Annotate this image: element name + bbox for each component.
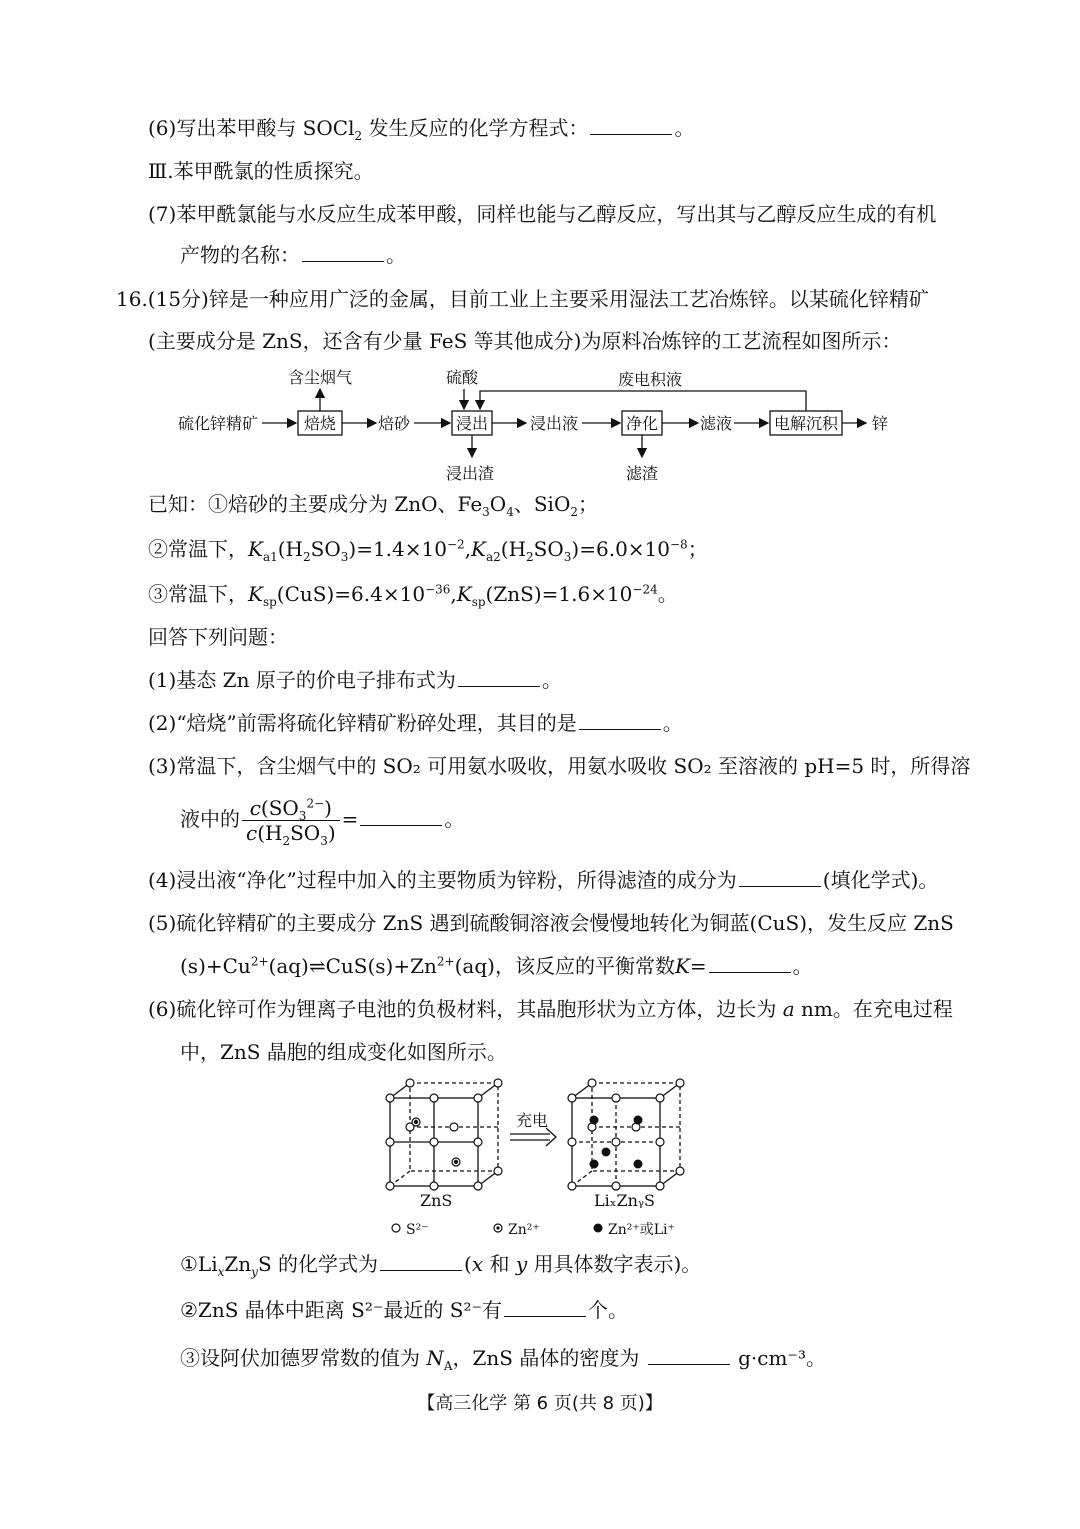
q16-4: (4)浸出液“净化”过程中加入的主要物质为锌粉，所得滤渣的成分为 (填化学式)。 (148, 868, 939, 892)
answer-blank[interactable] (648, 1346, 730, 1365)
answer-blank[interactable] (360, 807, 442, 826)
known-3: ③常温下，$K_{sp}(CuS)=6.4\times 10^{-36},K_{sp}(ZnS)=1.6\times 10^{-24}$。 (148, 582, 678, 609)
flow-electro: 电解沉积 (774, 414, 839, 433)
answer-blank[interactable] (302, 243, 384, 262)
flow-sulfuric-acid: 硫酸 (446, 368, 479, 387)
crystal-cell-diagram (380, 1078, 700, 1243)
part3-heading: Ⅲ.苯甲酰氯的性质探究。 (148, 159, 374, 183)
flow-filtrate: 滤液 (700, 414, 733, 433)
legend-s-label: S²⁻ (406, 1222, 429, 1238)
q16-3-line1: (3)常温下，含尘烟气中的 SO₂ 可用氨水吸收，用氨水吸收 SO₂ 至溶液的 pH=5 时，所得溶 (148, 754, 971, 778)
flow-leach: 浸出 (456, 414, 489, 433)
flow-ore: 硫化锌精矿 (178, 414, 259, 433)
left-cell-label: ZnS (420, 1191, 453, 1210)
answer-blank[interactable] (590, 116, 672, 135)
legend-zn-li-label: Zn²⁺或Li⁺ (608, 1222, 675, 1238)
answer-blank[interactable] (458, 668, 540, 687)
answer-blank[interactable] (709, 954, 791, 973)
q16-3-line2: 液中的 $\frac{c(SO_3^{2-})}{c(H_2SO_3)}$ = 。 (180, 796, 465, 848)
q16-6-sub1: $①Li_xZn_yS$ 的化学式为 (x 和 y 用具体数字表示)。 (180, 1252, 702, 1279)
flow-roast: 焙烧 (304, 414, 337, 433)
flow-purify: 净化 (626, 414, 659, 433)
q16-intro-2: (主要成分是 ZnS，还含有少量 FeS 等其他成分)为原料冶炼锌的工艺流程如图所示： (148, 329, 902, 353)
answer-blank[interactable] (380, 1252, 462, 1271)
known-2: ②常温下，$K_{a1}(H_2SO_3)=1.4\times 10^{-2},K_{a2}(H_2SO_3)=6.0\times 10^{-8}$； (148, 537, 708, 564)
flow-leach-residue: 浸出渣 (446, 464, 495, 483)
process-flow-diagram (170, 365, 910, 490)
flow-calcine: 焙砂 (378, 414, 411, 433)
q16-6-line2: 中，ZnS 晶胞的组成变化如图所示。 (180, 1040, 507, 1064)
q15-7-line2: 产物的名称： 。 (180, 243, 406, 267)
legend-zn-label: Zn²⁺ (508, 1222, 540, 1238)
q16-6-sub3: ③设阿伏加德罗常数的值为 $N_A$，ZnS 晶体的密度为 g·cm⁻³。 (180, 1346, 826, 1373)
q15-7-line1: (7)苯甲酰氯能与水反应生成苯甲酸，同样也能与乙醇反应，写出其与乙醇反应生成的有机 (148, 202, 937, 226)
q16-5-line1: (5)硫化锌精矿的主要成分 ZnS 遇到硫酸铜溶液会慢慢地转化为铜蓝(CuS)，发生反应 ZnS (148, 911, 954, 935)
q16-1: (1)基态 Zn 原子的价电子排布式为 。 (148, 668, 562, 692)
flow-filter-residue: 滤渣 (626, 464, 659, 483)
flow-dust-gas: 含尘烟气 (288, 368, 353, 387)
q15-6: (6)写出苯甲酸与 SOCl$_2$ 发生反应的化学方程式： 。 (148, 116, 695, 143)
concentration-ratio: $\frac{c(SO_3^{2-})}{c(H_2SO_3)}$ (242, 796, 340, 845)
flow-leachate: 浸出液 (530, 414, 579, 433)
charge-arrow-label: 充电 (516, 1111, 549, 1130)
page-footer: 【高三化学 第 6 页(共 8 页)】 (417, 1393, 663, 1414)
answer-blank[interactable] (579, 711, 661, 730)
q16-5-line2: $(s)+Cu^{2+}(aq)\rightleftharpoons CuS(s)+Zn^{2+}(aq)$，该反应的平衡常数K= 。 (180, 954, 813, 978)
q16-6-sub2: ②ZnS 晶体中距离 S²⁻最近的 S²⁻有 个。 (180, 1298, 629, 1322)
flow-waste-liquid: 废电积液 (618, 370, 683, 389)
q16-intro-1: 16.(15分)锌是一种应用广泛的金属，目前工业上主要采用湿法工艺冶炼锌。以某硫化锌精矿 (116, 287, 929, 311)
answer-blank[interactable] (504, 1298, 586, 1317)
right-cell-label: LiₓZnᵧS (594, 1191, 655, 1210)
known-1: 已知：①焙砂的主要成分为 ZnO、$Fe_3O_4$、SiO$_2$； (148, 492, 598, 519)
answer-blank[interactable] (739, 868, 821, 887)
flow-zinc: 锌 (872, 414, 889, 433)
q16-2: (2)“焙烧”前需将硫化锌精矿粉碎处理，其目的是 。 (148, 711, 683, 735)
answer-prompt: 回答下列问题： (148, 625, 288, 649)
q16-6-line1: (6)硫化锌可作为锂离子电池的负极材料，其晶胞形状为立方体，边长为 a nm。在充电过程 (148, 997, 953, 1021)
